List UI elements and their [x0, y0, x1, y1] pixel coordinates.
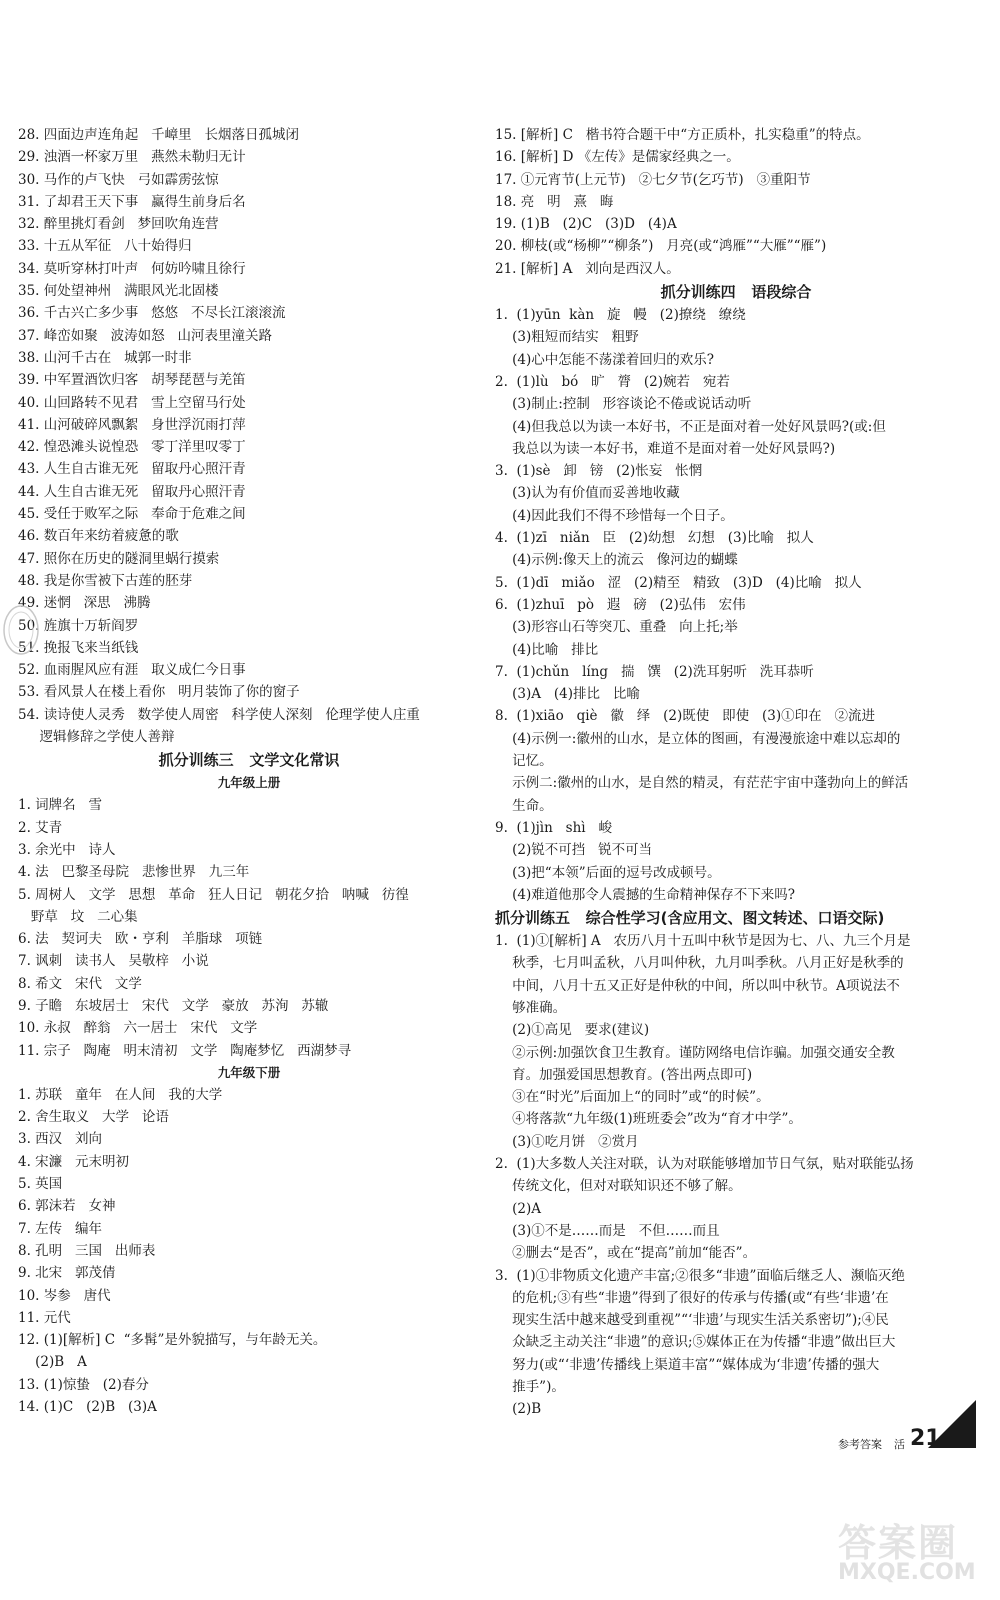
answer-line: 6. 法 契诃夫 欧・亨利 羊脂球 项链: [18, 931, 263, 948]
answer-line: 逻辑修辞之学使人善辩: [18, 729, 175, 746]
answer-line: (2)B A: [18, 1354, 87, 1371]
answer-line: 1. 词牌名 雪: [18, 797, 103, 814]
answer-line: 推手”)。: [495, 1379, 565, 1396]
answer-line: 29. 浊酒一杯家万里 燕然未勒归无计: [18, 149, 246, 166]
answer-line: 38. 山河千古在 城郭一时非: [18, 349, 192, 366]
answer-line: 众缺乏主动关注“非遗”的意识;⑤媒体正在为传播“非遗”做出巨大: [495, 1334, 896, 1351]
watermark-url: MXQE.COM: [838, 1560, 976, 1585]
answer-line: 37. 峰峦如聚 波涛如怒 山河表里潼关路: [18, 327, 273, 344]
answer-line: (4)难道他那令人震撼的生命精神保存不下来吗?: [495, 886, 796, 903]
answer-line: 33. 十五从军征 八十始得归: [18, 238, 192, 255]
answer-line: 34. 莫听穿林打叶声 何妨吟啸且徐行: [18, 260, 246, 277]
answer-line: 2. 舍生取义 大学 论语: [18, 1109, 169, 1126]
answer-line: 野草 坟 二心集: [18, 908, 138, 925]
answer-line: (4)示例:像天上的流云 像河边的蝴蝶: [495, 552, 738, 569]
answer-line: (3)粗短而结实 粗野: [495, 329, 639, 346]
answer-line: 1. 苏联 童年 在人间 我的大学: [18, 1086, 223, 1103]
answer-line: (3)A (4)排比 比喻: [495, 686, 640, 703]
footer-tag: 活: [894, 1438, 905, 1451]
answer-line: ②删去“是否”，或在“提高”前加“能否”。: [495, 1245, 757, 1262]
section-3-title: 抓分训练三 文学文化常识: [158, 751, 340, 770]
grade-lower-heading: 九年级下册: [217, 1064, 281, 1080]
answer-line: 3. (1)sè 卸 镑 (2)怅妄 怅惘: [495, 463, 703, 480]
answer-line: 41. 山河破碎风飘絮 身世浮沉雨打萍: [18, 416, 246, 433]
answer-line: 8. (1)xiāo qiè 徽 绎 (2)既使 即使 (3)①印在 ②流进: [495, 708, 876, 725]
answer-line: (3)形容山石等突兀、重叠 向上托;举: [495, 619, 738, 636]
page-number: 21: [910, 1426, 941, 1451]
answer-line: 够准确。: [495, 999, 567, 1016]
answer-line: ④将落款“九年级(1)班班委会”改为“育才中学”。: [495, 1111, 802, 1128]
answer-line: 13. (1)惊蛰 (2)春分: [18, 1376, 149, 1393]
answer-line: (2)A: [495, 1200, 542, 1217]
answer-line: 2. (1)大多数人关注对联，认为对联能够增加节日气氛，贴对联能弘扬: [495, 1156, 914, 1173]
comprehensive-answers-list: [495, 930, 977, 1421]
answer-line: 47. 照你在历史的隧洞里蜗行摸索: [18, 550, 220, 567]
answer-line: 45. 受任于败军之际 奉命于危难之间: [18, 506, 246, 523]
answer-line: 3. 西汉 刘向: [18, 1131, 103, 1148]
answer-line: 51. 挽报飞来当纸钱: [18, 639, 139, 656]
answer-line: 9. 北宋 郭茂倩: [18, 1265, 116, 1282]
answer-line: 5. 英国: [18, 1176, 63, 1193]
answer-line: 努力(或“‘非遗’传播线上渠道丰富”“媒体成为‘非遗’传播的强大: [495, 1356, 880, 1373]
answer-line: 43. 人生自古谁无死 留取丹心照汗青: [18, 461, 246, 478]
answer-line: (2)B: [495, 1401, 542, 1418]
answer-line: 14. (1)C (2)B (3)A: [18, 1399, 157, 1416]
answer-line: 11. 宗子 陶庵 明末清初 文学 陶庵梦忆 西湖梦寻: [18, 1042, 352, 1059]
answer-line: (3)认为有价值而妥善地收藏: [495, 485, 680, 502]
section-5-title: 抓分训练五 综合性学习(含应用文、图文转述、口语交际): [495, 909, 885, 928]
answer-line: 7. 讽刺 读书人 吴敬梓 小说: [18, 953, 209, 970]
answer-line: 5. 周树人 文学 思想 革命 狂人日记 朝花夕拾 呐喊 彷徨: [18, 886, 409, 903]
answer-line: 我总以为读一本好书，难道不是面对着一处好风景吗?): [495, 440, 836, 457]
answer-line: 现实生活中越来越受到重视”“‘非遗’与现实生活关系密切”);④民: [495, 1312, 889, 1329]
literature-answers-list: [495, 124, 977, 280]
answer-line: 2. (1)lù bó 旷 膂 (2)婉若 宛若: [495, 373, 730, 390]
answer-line: 19. (1)B (2)C (3)D (4)A: [495, 216, 677, 233]
answer-line: 1. (1)①[解析] A 农历八月十五叫中秋节是因为七、八、九三个月是: [495, 933, 911, 950]
answer-line: 12. (1)[解析] C “多髯”是外貌描写，与年龄无关。: [18, 1332, 327, 1349]
answer-line: 育。加强爱国思想教育。(答出两点即可): [495, 1066, 753, 1083]
answer-line: 8. 孔明 三国 出师表: [18, 1242, 156, 1259]
answer-line: (4)但我总以为读一本好书，不正是面对着一处好风景吗?(或:但: [495, 418, 886, 435]
answer-line: 3. (1)①非物质文化遗产丰富;②很多“非遗”面临后继乏人、濒临灭绝: [495, 1267, 905, 1284]
answer-line: ③在“时光”后面加上“的同时”或“的时候”。: [495, 1089, 770, 1106]
answer-line: 15. [解析] C 楷书符合题干中“方正质朴，扎实稳重”的特点。: [495, 127, 870, 143]
answer-line: 16. [解析] D 《左传》是儒家经典之一。: [495, 149, 740, 166]
lower-grade-answers-list: [18, 1084, 480, 1418]
answer-line: 35. 何处望神州 满眼风光北固楼: [18, 283, 219, 300]
answer-line: (3)①吃月饼 ②赏月: [495, 1133, 639, 1150]
answer-line: 4. (1)zī niǎn 臣 (2)幼想 幻想 (3)比喻 拟人: [495, 530, 814, 547]
answer-line: (4)示例一:徽州的山水，是立体的图画，有漫漫旅途中难以忘却的: [495, 730, 901, 747]
answer-line: 50. 旌旗十万斩阎罗: [18, 617, 139, 634]
passage-answers-list: [495, 304, 977, 906]
watermark-logo: 答案圈: [838, 1521, 959, 1565]
answer-line: 10. 岑参 唐代: [18, 1287, 111, 1304]
answer-line: ②示例:加强饮食卫生教育。谨防网络电信诈骗。加强交通安全教: [495, 1044, 895, 1061]
answer-line: 7. 左传 编年: [18, 1220, 103, 1237]
answer-line: 7. (1)chǔn líng 揣 馔 (2)洗耳躬听 洗耳恭听: [495, 663, 814, 680]
answer-line: (3)①不是……而是 不但……而且: [495, 1222, 720, 1239]
answer-line: (3)把“本领”后面的逗号改成顿号。: [495, 864, 721, 881]
footer-label: 参考答案: [838, 1438, 882, 1451]
grade-upper-heading: 九年级上册: [217, 775, 281, 791]
answer-line: 1. (1)yūn kàn 旋 幔 (2)撩绕 缭绕: [495, 307, 746, 324]
answer-line: 11. 元代: [18, 1309, 71, 1326]
answer-line: (4)比喻 排比: [495, 641, 599, 658]
left-column: [18, 124, 480, 1418]
answer-line: (4)心中怎能不荡漾着回归的欢乐?: [495, 351, 715, 368]
answer-line: 10. 永叔 醉翁 六一居士 宋代 文学: [18, 1020, 258, 1037]
answer-line: 6. (1)zhuī pò 遐 磅 (2)弘伟 宏伟: [495, 596, 746, 613]
answer-line: 53. 看风景人在楼上看你 明月装饰了你的窗子: [18, 684, 300, 701]
answer-line: 4. 法 巴黎圣母院 悲惨世界 九三年: [18, 864, 250, 881]
answer-line: 示例二:徽州的山水，是自然的精灵，有茫茫宇宙中蓬勃向上的鲜活: [495, 775, 909, 792]
answer-line: 30. 马作的卢飞快 弓如霹雳弦惊: [18, 171, 219, 188]
answer-line: 3. 余光中 诗人: [18, 841, 116, 858]
answer-line: 49. 迷惘 深思 沸腾: [18, 595, 151, 612]
right-column: [495, 124, 977, 1421]
answer-line: 40. 山回路转不见君 雪上空留马行处: [18, 394, 246, 411]
upper-grade-answers-list: [18, 794, 480, 1062]
answer-line: 5. (1)dī miǎo 涩 (2)精至 精致 (3)D (4)比喻 拟人: [495, 574, 862, 591]
answer-line: (3)制止:控制 形容谈论不倦或说话动听: [495, 396, 752, 413]
answer-line: 生命。: [495, 797, 553, 814]
answer-line: 18. 亮 明 熹 晦: [495, 193, 614, 210]
answer-line: 6. 郭沫若 女神: [18, 1198, 116, 1215]
answer-line: 46. 数百年来纺着疲惫的歌: [18, 528, 179, 545]
page-footer: [818, 1418, 978, 1458]
answer-line: 9. (1)jìn shì 峻: [495, 819, 612, 836]
answer-line: (2)锐不可挡 锐不可当: [495, 842, 653, 859]
stamp-icon: [2, 604, 40, 656]
answer-line: 秋季，七月叫孟秋，八月叫仲秋，九月叫季秋。八月正好是秋季的: [495, 955, 904, 972]
answer-line: 44. 人生自古谁无死 留取丹心照汗青: [18, 483, 246, 500]
answer-line: 中间，八月十五又正好是仲秋的中间，所以叫中秋节。A项说法不: [495, 977, 900, 994]
answer-line: 31. 了却君王天下事 赢得生前身后名: [18, 193, 246, 210]
answer-line: 54. 读诗使人灵秀 数学使人周密 科学使人深刻 伦理学使人庄重: [18, 706, 420, 723]
answer-line: 2. 艾青: [18, 819, 63, 836]
answer-line: 9. 子瞻 东坡居士 宋代 文学 豪放 苏洵 苏辙: [18, 997, 329, 1014]
section-4-title: 抓分训练四 语段综合: [660, 283, 812, 302]
answer-line: (4)因此我们不得不珍惜每一个日子。: [495, 507, 734, 524]
answer-line: 42. 惶恐滩头说惶恐 零丁洋里叹零丁: [18, 439, 246, 456]
answer-line: 8. 希文 宋代 文学: [18, 975, 142, 992]
watermark: [838, 1512, 978, 1594]
answer-line: 28. 四面边声连角起 千嶂里 长烟落日孤城闭: [18, 127, 300, 143]
answer-line: 39. 中军置酒饮归客 胡琴琵琶与羌笛: [18, 372, 246, 389]
answer-line: 传统文化，但对对联知识还不够了解。: [495, 1178, 742, 1195]
answer-line: 36. 千古兴亡多少事 悠悠 不尽长江滚滚流: [18, 305, 286, 322]
poetry-answers-list: [18, 124, 480, 748]
answer-line: 17. ①元宵节(上元节) ②七夕节(乞巧节) ③重阳节: [495, 171, 811, 188]
answer-line: 4. 宋濂 元末明初: [18, 1153, 130, 1170]
answer-line: (2)①高见 要求(建议): [495, 1022, 650, 1039]
answer-line: 48. 我是你雪被下古莲的胚芽: [18, 572, 193, 589]
answer-line: 52. 血雨腥风应有涯 取义成仁今日事: [18, 662, 246, 679]
answer-line: 21. [解析] A 刘向是西汉人。: [495, 260, 680, 277]
answer-line: 记忆。: [495, 753, 553, 770]
answer-line: 32. 醉里挑灯看剑 梦回吹角连营: [18, 216, 219, 233]
answer-line: 的危机;③有些“非遗”得到了很好的传承与传播(或“有些‘非遗’在: [495, 1289, 889, 1306]
answer-line: 20. 柳枝(或“杨柳”“柳条”) 月亮(或“鸿雁”“大雁”“雁”): [495, 238, 827, 255]
